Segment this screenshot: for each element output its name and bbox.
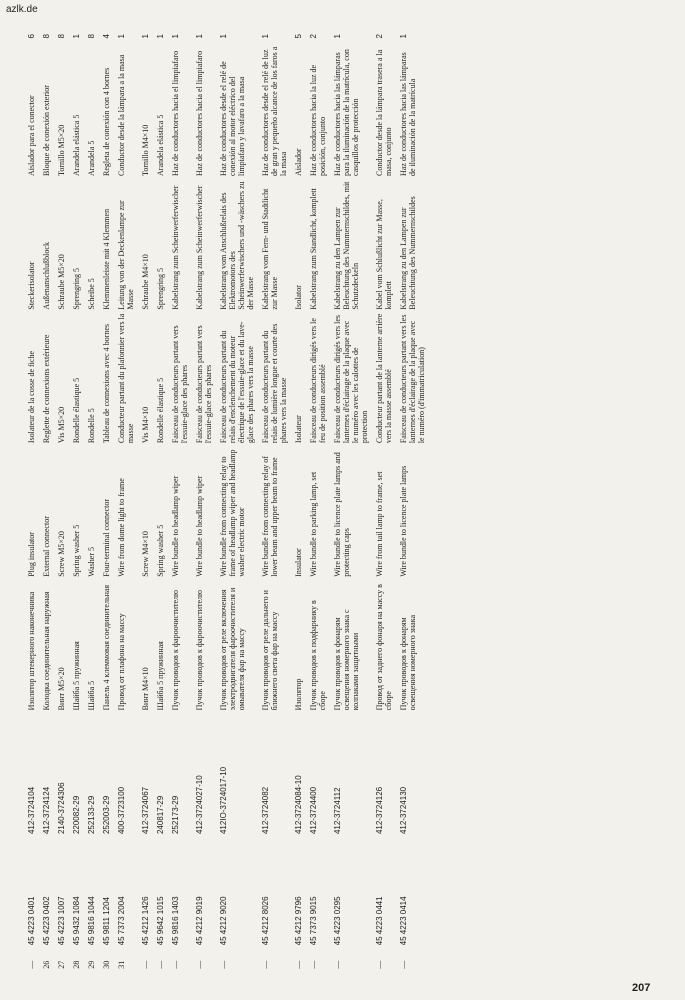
name-german: Leitung von der Deckenlampe zur Masse [117, 200, 135, 310]
name-english: Screw M5×20 [57, 531, 66, 577]
part-number: 252173-29 [171, 795, 180, 835]
name-english: Wire bundle from connecting relay to frame of headlamp wiper and headlamp washer electric motor [219, 449, 246, 577]
part-code: 45 4223 0402 [42, 896, 51, 946]
part-number: 412-3724112 [333, 787, 342, 835]
quantity: 1 [117, 34, 126, 39]
table-row [331, 30, 373, 980]
name-russian: Пучок проводов к фароочистителю [171, 589, 180, 711]
quantity: 6 [27, 34, 36, 39]
name-spanish: Haz de conductores desde el relé de conexión al motor eléctrico del limpiafaro y lavafaro a la masa [219, 61, 246, 176]
name-english: Screw M4×10 [141, 531, 150, 577]
name-spanish: Arandela 5 [87, 140, 96, 176]
name-spanish: Tornillo M5×20 [57, 124, 66, 176]
quantity: 2 [309, 34, 318, 39]
quantity: 2 [375, 34, 384, 39]
part-code: 45 9816 1403 [171, 896, 180, 946]
name-german: Steckerisolator [27, 261, 36, 310]
row-marker: — [294, 960, 303, 969]
row-marker: — [333, 960, 342, 969]
part-code: 45 4212 9796 [294, 896, 303, 946]
table-row [40, 30, 55, 980]
name-english: Wire bundle to parking lamp, set [309, 471, 318, 577]
name-french: Rondelle élastique 5 [156, 377, 165, 444]
name-english: Spring washer 5 [156, 524, 165, 577]
table-row [397, 30, 430, 980]
part-number: 412IO-3724017-10 [219, 766, 228, 835]
name-german: Sprengring 5 [72, 268, 81, 310]
table-row [115, 30, 139, 980]
table-row [193, 30, 217, 980]
name-spanish: Haz de conductores desde el relé de luz de gran y pequeño alcance de los faros a la masa [261, 46, 288, 176]
name-spanish: Haz de conductores hacia la luz de posición, conjunto [309, 64, 327, 176]
part-code: 45 4223 1007 [57, 896, 66, 946]
row-marker: — [171, 960, 180, 969]
quantity: 1 [141, 34, 150, 39]
row-marker: — [375, 960, 384, 969]
part-code: 45 4223 0401 [27, 896, 36, 946]
name-german: Kabelstrang zum Scheinwerferwischer [171, 185, 180, 310]
name-russian: Колодка соединительная наружная [42, 591, 51, 711]
table-row [25, 30, 40, 980]
part-number: 412-3724126 [375, 786, 384, 835]
name-french: Faisceau de conducteurs dirigés vers le feu de position assemblé [309, 318, 327, 444]
name-french: Faisceau de conducteurs dirigés vers les lanternes d'éclairage de la plaque avec le numéro avec les calottes de protection [333, 314, 369, 444]
name-spanish: Haz de conductores hacia las lámparas de iluminación de la matrícula [399, 52, 417, 176]
parts-table-rotated [25, 30, 675, 980]
name-german: Kabelstrang vom Fern- und Stadtlicht zur Masse [261, 188, 279, 310]
row-marker: 29 [87, 960, 96, 969]
part-code: 45 9811 1204 [102, 897, 111, 946]
page-number: 207 [632, 982, 651, 994]
row-marker: 26 [42, 960, 51, 969]
table-row [154, 30, 169, 980]
parts-table [25, 30, 430, 980]
name-russian: Шайба 5 пружинная [156, 641, 165, 711]
name-spanish: Aislador para el conector [27, 95, 36, 176]
name-german: Kabel vom Schlußlicht zur Masse, komplett [375, 199, 393, 310]
name-german: Außenanschlußblock [42, 242, 51, 310]
table-row [217, 30, 259, 980]
name-spanish: Bloque de conexión exterior [42, 85, 51, 176]
table-row [292, 30, 307, 980]
part-number: 412-3724084-10 [294, 775, 303, 835]
name-spanish: Arandela elástica 5 [72, 114, 81, 176]
name-french: Faisceau de conducteurs partant vers l'essuie-glace des phares [195, 325, 213, 444]
quantity: 1 [195, 34, 204, 39]
quantity: 1 [333, 34, 342, 39]
name-french: Vis M4×10 [141, 406, 150, 444]
name-english: Insulator [294, 548, 303, 577]
name-spanish: Haz de conductores hacia el limpiafaro [171, 50, 180, 176]
row-marker: 27 [57, 960, 66, 969]
name-french: Isolateur [294, 415, 303, 444]
part-number: 412-3724082 [261, 786, 270, 835]
name-russian: Пучок проводов к фонарям освещения номерного знака с колпаками защитными [333, 609, 360, 711]
name-english: Wire bundle to headlamp wiper [195, 475, 204, 577]
table-row [139, 30, 154, 980]
row-marker: 31 [117, 960, 126, 969]
name-russian: Винт М5×20 [57, 667, 66, 711]
table-row [259, 30, 292, 980]
quantity: 1 [261, 34, 270, 39]
name-english: External connector [42, 516, 51, 577]
name-russian: Пучок проводов к фароочистителю [195, 589, 204, 711]
quantity: 1 [72, 34, 81, 39]
quantity: 1 [156, 34, 165, 39]
row-marker: — [156, 960, 165, 969]
name-french: Faisceau de conducteurs partant du relais de lumière longue et courte des phares vers la masse [261, 323, 288, 444]
name-russian: Пучок проводов к подфарнику в сборе [309, 600, 327, 711]
name-french: Rondelle 5 [87, 408, 96, 444]
part-code: 45 4212 1426 [141, 896, 150, 946]
name-english: Wire bundle to licence plate lamps and protecting caps [333, 452, 351, 577]
quantity: 5 [294, 34, 303, 39]
name-german: Schraube M4×10 [141, 254, 150, 310]
name-russian: Пучок проводов к фонарям освещения номерного знака [399, 614, 417, 711]
name-spanish: Haz de conductores hacia las lámparas para la iluminación de la matrícula, con casquillos de protección [333, 49, 360, 176]
name-spanish: Tornillo M4×10 [141, 124, 150, 176]
part-number: 2140-3724306 [57, 782, 66, 835]
part-number: 400-3723100 [117, 786, 126, 835]
name-german: Schraube M5×20 [57, 254, 66, 310]
name-russian: Изолятор [294, 678, 303, 711]
row-marker: — [27, 960, 36, 969]
name-french: Tableau de connexions avec 4 bornes [102, 324, 111, 444]
table-row [85, 30, 100, 980]
quantity: 8 [42, 34, 51, 39]
row-marker: 28 [72, 960, 81, 969]
table-row [100, 30, 115, 980]
watermark: azlk.de [6, 4, 38, 15]
part-code: 45 7373 9015 [309, 896, 318, 946]
parts-table-body [25, 30, 430, 980]
part-number: 412-3724104 [27, 786, 36, 835]
table-row [70, 30, 85, 980]
part-number: 412-3724067 [141, 786, 150, 835]
table-row [307, 30, 331, 980]
name-english: Washer 5 [87, 546, 96, 577]
part-code: 45 4223 0295 [333, 896, 342, 946]
part-number: 252133-29 [87, 795, 96, 835]
name-german: Kabelstrang zu den Lampen zur Beleuchtung des Nummernschildes, mit Schutzdeckeln [333, 181, 360, 310]
name-german: Kabelstrang vom Anschlußrelais des Elektromotors des Scheinwerferwischers und -wäschers zu der Masse [219, 181, 255, 310]
row-marker: — [141, 960, 150, 969]
name-german: Isolator [294, 285, 303, 310]
name-english: Wire from tail lamp to frame, set [375, 471, 384, 577]
name-russian: Винт М4×10 [141, 667, 150, 711]
row-marker: — [261, 960, 270, 969]
quantity: 4 [102, 34, 111, 39]
name-russian: Провод от заднего фонаря на массу в сборе [375, 584, 393, 711]
part-number: 240817-29 [156, 795, 165, 835]
part-code: 45 4212 8026 [261, 896, 270, 946]
row-marker: — [309, 960, 318, 969]
part-code: 45 4223 0441 [375, 896, 384, 946]
row-marker: 30 [102, 960, 111, 969]
quantity: 1 [219, 34, 228, 39]
name-russian: Провод от плафона на массу [117, 613, 126, 711]
table-row [169, 30, 193, 980]
name-russian: Шайба 5 [87, 680, 96, 711]
table-row [373, 30, 397, 980]
name-russian: Изолятор штекерного наконечника [27, 591, 36, 711]
name-spanish: Arandela elástica 5 [156, 114, 165, 176]
part-code: 45 9816 1044 [87, 896, 96, 946]
name-french: Faisceau de conducteurs partant vers les lanternes d'éclairage de la plaque avec le numéro (d'immatriculation) [399, 314, 426, 444]
name-german: Sprengring 5 [156, 268, 165, 310]
name-english: Wire bundle to headlamp wiper [171, 475, 180, 577]
quantity: 8 [87, 34, 96, 39]
part-code: 45 9642 1015 [156, 896, 165, 946]
name-spanish: Conductor desde la lámpara trasera a la masa, conjunto [375, 49, 393, 176]
name-english: Wire bundle to licence plate lamps [399, 465, 408, 577]
part-code: 45 7373 2004 [117, 896, 126, 946]
name-german: Kabelstrang zum Standlicht, komplett [309, 188, 318, 310]
quantity: 1 [399, 34, 408, 39]
name-english: Wire from dome light to frame [117, 478, 126, 577]
name-russian: Пучок проводов от реле дальнего и ближнего света фар на массу [261, 590, 279, 711]
name-russian: Шайба 5 пружинная [72, 641, 81, 711]
name-german: Klemmenleiste mit 4 Klemmen [102, 208, 111, 310]
row-marker: — [399, 960, 408, 969]
table-row [55, 30, 70, 980]
part-number: 412-3724400 [309, 786, 318, 835]
name-spanish: Aislador [294, 148, 303, 176]
part-number: 252003-29 [102, 795, 111, 835]
part-number: 412-3724130 [399, 786, 408, 835]
part-number: 220082-29 [72, 795, 81, 835]
quantity: 8 [57, 34, 66, 39]
name-spanish: Regleta de conexión con 4 bornes [102, 67, 111, 176]
name-german: Kabelstrang zu den Lampen zur Beleuchtung des Nummernschildes [399, 196, 417, 310]
name-english: Plug insulator [27, 532, 36, 577]
name-spanish: Haz de conductores hacia el limpiafaro [195, 50, 204, 176]
part-code: 45 4212 9020 [219, 896, 228, 946]
part-code: 45 4223 0414 [399, 896, 408, 946]
part-number: 412-3724124 [42, 786, 51, 835]
name-french: Conducteur partant de la lanterne arrière vers la masse assemblé [375, 313, 393, 444]
part-number: 412-3724027-10 [195, 775, 204, 835]
name-french: Isolateur de la cosse de fiche [27, 350, 36, 444]
row-marker: — [219, 960, 228, 969]
name-german: Scheibe 5 [87, 278, 96, 310]
name-english: Wire bundle from connecting relay of lower beam and upper beam to frame [261, 456, 279, 577]
name-french: Faisceau de conducteurs partant du relais d'enclenchement du moteur électrique de l'essuie-glace et du lave-glace des phares vers la masse [219, 321, 255, 444]
part-code: 45 9432 1084 [72, 896, 81, 946]
name-english: Four-terminal connector [102, 498, 111, 577]
name-russian: Пучок проводов от реле включения электродвигателя фароочистителя и омывателя фар на массу [219, 587, 246, 711]
name-spanish: Conductor desde la lámpara a la masa [117, 54, 126, 176]
row-marker: — [195, 960, 204, 969]
name-german: Kabelstrang zum Scheinwerferwischer [195, 185, 204, 310]
name-russian: Панель 4 клеммовая соединительная [102, 584, 111, 711]
name-french: Conducteur partant du plafonnier vers la masse [117, 313, 135, 444]
name-english: Spring washer 5 [72, 524, 81, 577]
quantity: 1 [171, 34, 180, 39]
name-french: Faisceau de conducteurs partant vers l'essuie-glace des phares [171, 325, 189, 444]
part-code: 45 4212 9019 [195, 896, 204, 946]
name-french: Vis M5×20 [57, 406, 66, 444]
name-french: Rondelle élastique 5 [72, 377, 81, 444]
name-french: Reglette de connexions extérieure [42, 334, 51, 444]
